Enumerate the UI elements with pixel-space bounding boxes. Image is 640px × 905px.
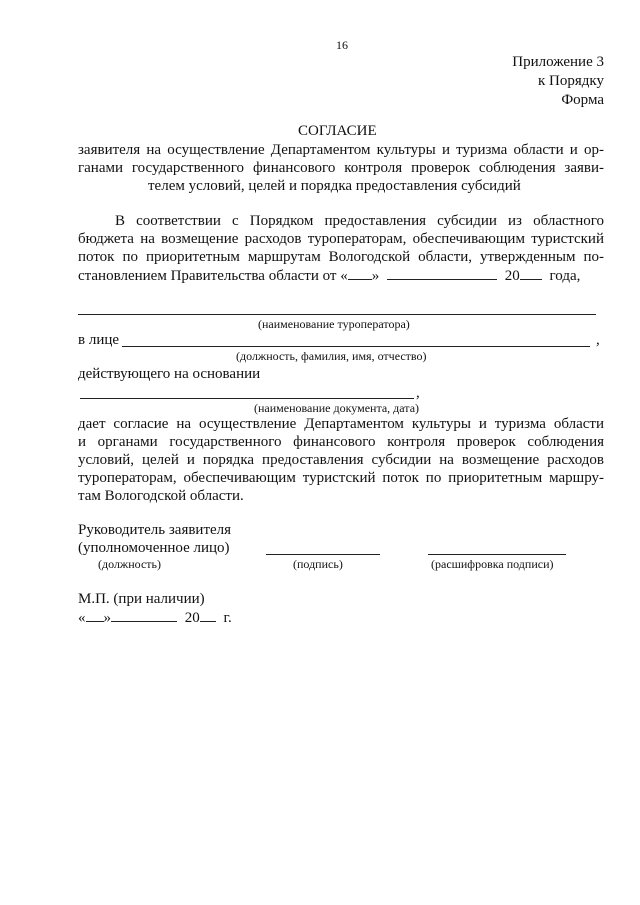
subtitle-line-3: телем условий, целей и порядка предоставления субсидий xyxy=(148,178,521,194)
sign-year-suffix: г. xyxy=(223,610,232,626)
document-caption: (наименование документа, дата) xyxy=(254,401,420,415)
in-person-label: в лице xyxy=(78,332,120,348)
page-number: 16 xyxy=(336,38,348,52)
authorized-label: (уполномоченное лицо) xyxy=(78,540,230,556)
appendix-order: к Порядку xyxy=(538,73,604,89)
signature-field[interactable] xyxy=(266,554,380,555)
document-title: СОГЛАСИЕ xyxy=(298,123,377,139)
intro-line-4 xyxy=(78,266,580,285)
signature-sign-caption: (подпись) xyxy=(293,557,343,571)
intro-line-3: поток по приоритетным маршрутам Вологодской области, утвержденным по- xyxy=(78,249,604,265)
signature-decode-caption: (расшифровка подписи) xyxy=(431,557,554,571)
sign-year-field[interactable] xyxy=(200,608,216,622)
subtitle-line-1: заявителя на осуществление Департаментом культуры и туризма области и ор- xyxy=(78,142,604,158)
subtitle-line-2: ганами государственного финансового контроля проверок соблюдения заяви- xyxy=(78,160,604,176)
intro-quote-close: » xyxy=(371,268,380,284)
sign-day-field[interactable] xyxy=(86,608,104,622)
basis-document-field[interactable] xyxy=(80,398,414,399)
appendix-label: Приложение 3 xyxy=(512,54,604,70)
decree-year-field[interactable] xyxy=(520,266,542,280)
signing-date xyxy=(78,608,232,627)
acting-basis-label: действующего на основании xyxy=(78,366,261,382)
seal-label: М.П. (при наличии) xyxy=(78,591,205,607)
signature-position-caption: (должность) xyxy=(98,557,161,571)
intro-year-prefix: 20 xyxy=(504,268,520,284)
intro-decree-text: становлением Правительства области от « xyxy=(78,268,348,284)
sign-month-field[interactable] xyxy=(111,608,177,622)
date-quote-open: « xyxy=(78,610,86,626)
in-person-comma: , xyxy=(596,332,600,348)
signature-decode-field[interactable] xyxy=(428,554,566,555)
intro-line-1: В соответствии с Порядком предоставления субсидии из областного xyxy=(115,213,604,229)
head-label: Руководитель заявителя xyxy=(78,522,232,538)
intro-line-2: бюджета на возмещение расходов туроператорам, обеспечивающим туристский xyxy=(78,231,604,247)
consent-line-3: условий, целей и порядка предоставления субсидии на возмещение расходов xyxy=(78,452,604,468)
operator-caption: (наименование туроператора) xyxy=(258,317,410,331)
representative-field[interactable] xyxy=(122,346,590,347)
document-comma: , xyxy=(416,385,420,401)
intro-year-word: года, xyxy=(549,268,581,284)
sign-year-prefix: 20 xyxy=(184,610,200,626)
decree-number-field[interactable] xyxy=(387,266,497,280)
appendix-form: Форма xyxy=(561,92,604,108)
operator-name-field[interactable] xyxy=(78,314,596,315)
position-caption: (должность, фамилия, имя, отчество) xyxy=(236,349,427,363)
consent-line-2: и органами государственного финансового контроля проверок соблюдения xyxy=(78,434,604,450)
decree-day-field[interactable] xyxy=(348,266,372,280)
consent-line-5: там Вологодской области. xyxy=(78,488,244,504)
date-quote-close: » xyxy=(103,610,111,626)
consent-line-1: дает согласие на осуществление Департаментом культуры и туризма области xyxy=(78,416,604,432)
consent-line-4: туроператорам, обеспечивающим туристский поток по приоритетным маршру- xyxy=(78,470,604,486)
